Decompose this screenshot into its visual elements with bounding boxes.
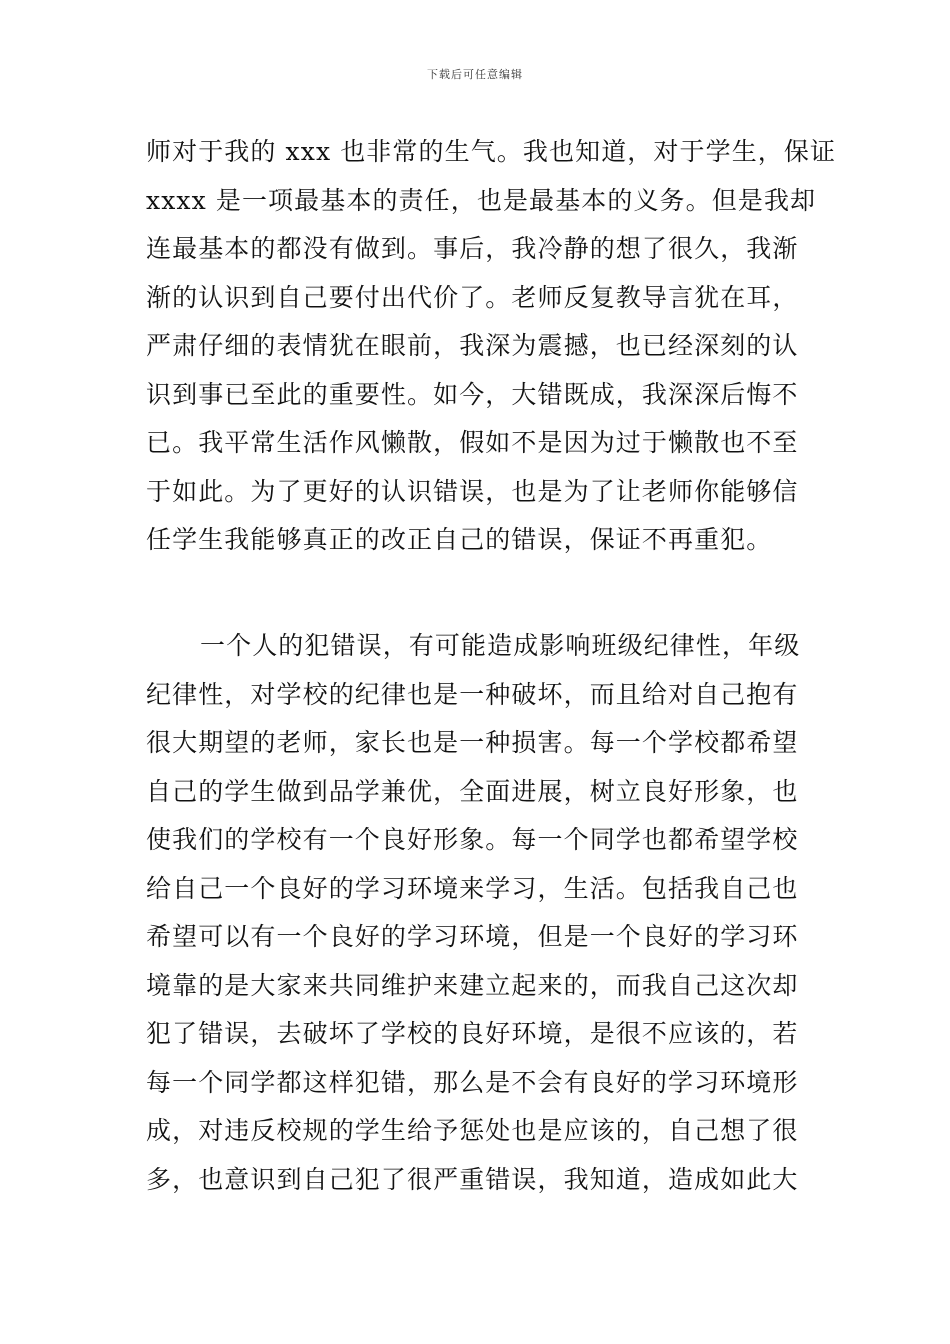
text-line: 境靠的是大家来共同维护来建立起来的，而我自己这次却 (146, 970, 799, 1000)
paragraph-2 (146, 622, 808, 1204)
text-line: 严肃仔细的表情犹在眼前，我深为震撼，也已经深刻的认 (146, 331, 799, 360)
text-line: 使我们的学校有一个良好形象。每一个同学也都希望学校 (146, 825, 799, 854)
text-line: 师对于我的 xxx 也非常的生气。我也知道，对于学生，保证 (146, 137, 837, 166)
text-line: 识到事已至此的重要性。如今，大错既成，我深深后悔不 (146, 379, 799, 409)
text-line: 渐的认识到自己要付出代价了。老师反复教导言犹在耳， (146, 282, 799, 312)
text-line: 自己的学生做到品学兼优，全面进展，树立良好形象，也 (146, 776, 799, 806)
text-line: xxxx 是一项最基本的责任，也是最基本的义务。但是我却 (146, 185, 817, 215)
text-line: 纪律性，对学校的纪律也是一种破坏，而且给对自己抱有 (146, 679, 799, 709)
text-line: 已。我平常生活作风懒散，假如不是因为过于懒散也不至 (146, 428, 799, 457)
text-line: 一个人的犯错误，有可能造成影响班级纪律性，年级 (200, 631, 801, 660)
text-line: 希望可以有一个良好的学习环境，但是一个良好的学习环 (146, 922, 799, 951)
header-note: 下载后可任意编辑 (427, 68, 523, 81)
text-line: 很大期望的老师，家长也是一种损害。每一个学校都希望 (146, 728, 799, 757)
paragraph-1 (146, 128, 837, 565)
text-line: 于如此。为了更好的认识错误，也是为了让老师你能够信 (146, 476, 799, 506)
text-line: 任学生我能够真正的改正自己的错误，保证不再重犯。 (146, 525, 773, 554)
text-line: 犯了错误，去破坏了学校的良好环境，是很不应该的，若 (146, 1019, 799, 1048)
text-line: 多，也意识到自己犯了很严重错误，我知道，造成如此大 (146, 1164, 799, 1194)
text-line: 每一个同学都这样犯错，那么是不会有良好的学习环境形 (146, 1067, 799, 1097)
text-line: 成，对违反校规的学生给予惩处也是应该的，自己想了很 (146, 1116, 799, 1145)
text-line: 给自己一个良好的学习环境来学习，生活。包括我自己也 (146, 873, 799, 903)
text-line: 连最基本的都没有做到。事后，我冷静的想了很久，我渐 (146, 234, 799, 263)
